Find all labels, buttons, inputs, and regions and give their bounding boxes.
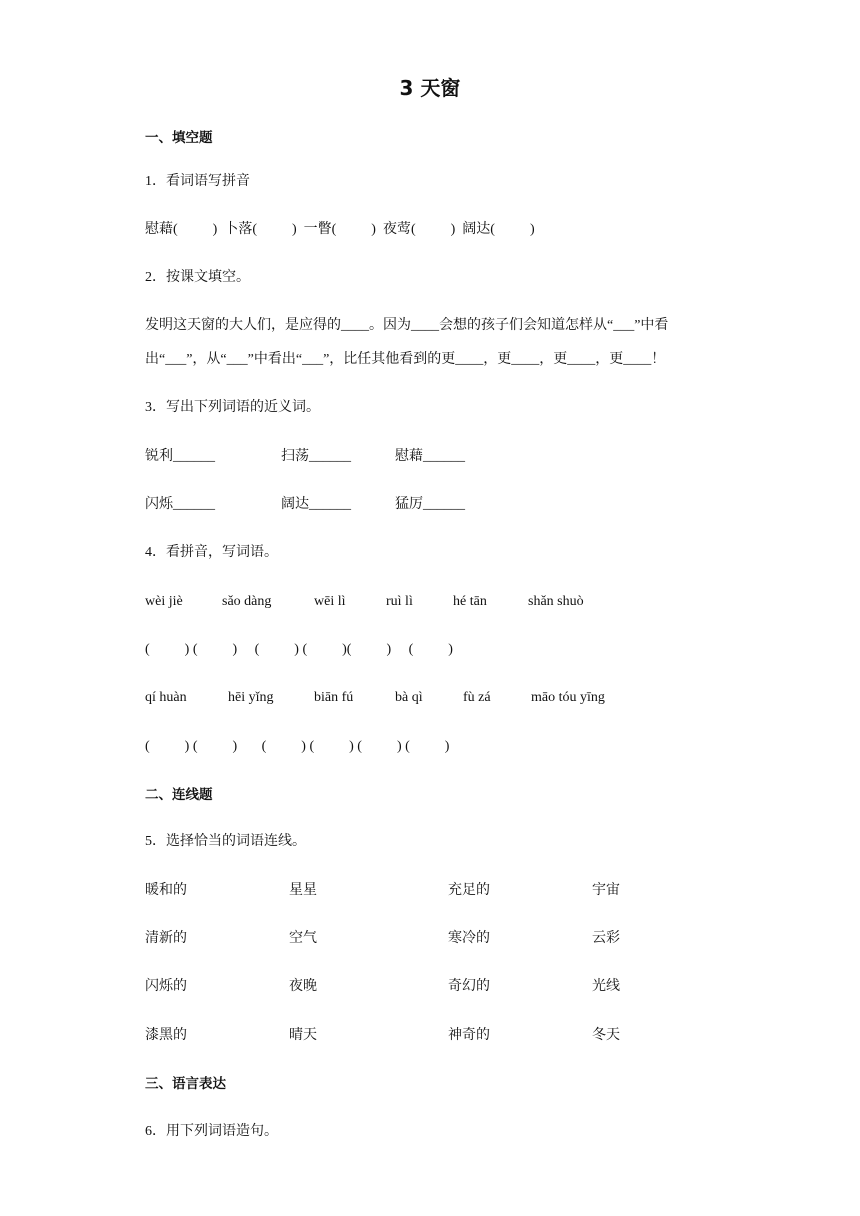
- match-word: 清新的: [145, 931, 187, 946]
- synonym-item: 阔达______: [281, 497, 351, 512]
- pinyin-item: sǎo dàng: [222, 594, 272, 609]
- question-3-prompt: 3．写出下列词语的近义词。: [145, 400, 320, 415]
- question-2-text-line-2: 出“___”，从“___”中看出“___”，比任其他看到的更____，更____，更____，更____！: [145, 352, 666, 367]
- synonym-item: 猛厉______: [395, 497, 465, 512]
- match-word: 空气: [289, 931, 317, 946]
- pinyin-item: hēi yǐng: [228, 690, 274, 705]
- match-word: 漆黑的: [145, 1028, 187, 1043]
- match-word: 奇幻的: [448, 979, 490, 994]
- synonym-item: 闪烁______: [145, 497, 215, 512]
- match-word: 星星: [289, 883, 317, 898]
- match-word: 冬天: [592, 1028, 620, 1043]
- pinyin-item: qí huàn: [145, 690, 187, 705]
- pinyin-item: fù zá: [463, 690, 491, 705]
- question-4-prompt: 4．看拼音，写词语。: [145, 545, 278, 560]
- pinyin-item: wèi jiè: [145, 594, 183, 609]
- match-word: 充足的: [448, 883, 490, 898]
- match-word: 寒冷的: [448, 931, 490, 946]
- page-title: 3 天窗: [399, 76, 461, 100]
- question-2-text-line-1: 发明这天窗的大人们，是应得的____。因为____会想的孩子们会知道怎样从“___”中看: [145, 318, 669, 333]
- match-word: 夜晚: [289, 979, 317, 994]
- section-heading-fill-blank: 一、填空题: [145, 130, 213, 146]
- answer-blanks-row-2: ( ) ( ) ( ) ( ) ( ) ( ): [145, 739, 450, 754]
- synonym-item: 锐利______: [145, 449, 215, 464]
- question-1-prompt: 1．看词语写拼音: [145, 174, 250, 189]
- synonym-item: 慰藉______: [395, 449, 465, 464]
- question-1-words: 慰藉( ) 卜落( ) 一瞥( ) 夜莺( ) 阔达( ): [145, 222, 535, 237]
- question-6-prompt: 6．用下列词语造句。: [145, 1124, 278, 1139]
- question-5-prompt: 5．选择恰当的词语连线。: [145, 834, 306, 849]
- match-word: 光线: [592, 979, 620, 994]
- match-word: 云彩: [592, 931, 620, 946]
- pinyin-item: wēi lì: [314, 594, 346, 609]
- synonym-item: 扫荡______: [281, 449, 351, 464]
- answer-blanks-row-1: ( ) ( ) ( ) ( )( ) ( ): [145, 642, 453, 657]
- pinyin-item: māo tóu yīng: [531, 690, 605, 705]
- pinyin-item: ruì lì: [386, 594, 413, 609]
- match-word: 神奇的: [448, 1028, 490, 1043]
- match-word: 宇宙: [592, 883, 620, 898]
- section-heading-matching: 二、连线题: [145, 787, 213, 803]
- match-word: 闪烁的: [145, 979, 187, 994]
- match-word: 暖和的: [145, 883, 187, 898]
- section-heading-expression: 三、语言表达: [145, 1076, 226, 1092]
- pinyin-item: hé tān: [453, 594, 487, 609]
- pinyin-item: biān fú: [314, 690, 354, 705]
- match-word: 晴天: [289, 1028, 317, 1043]
- pinyin-item: shǎn shuò: [528, 594, 584, 609]
- question-2-prompt: 2．按课文填空。: [145, 270, 250, 285]
- pinyin-item: bà qì: [395, 690, 423, 705]
